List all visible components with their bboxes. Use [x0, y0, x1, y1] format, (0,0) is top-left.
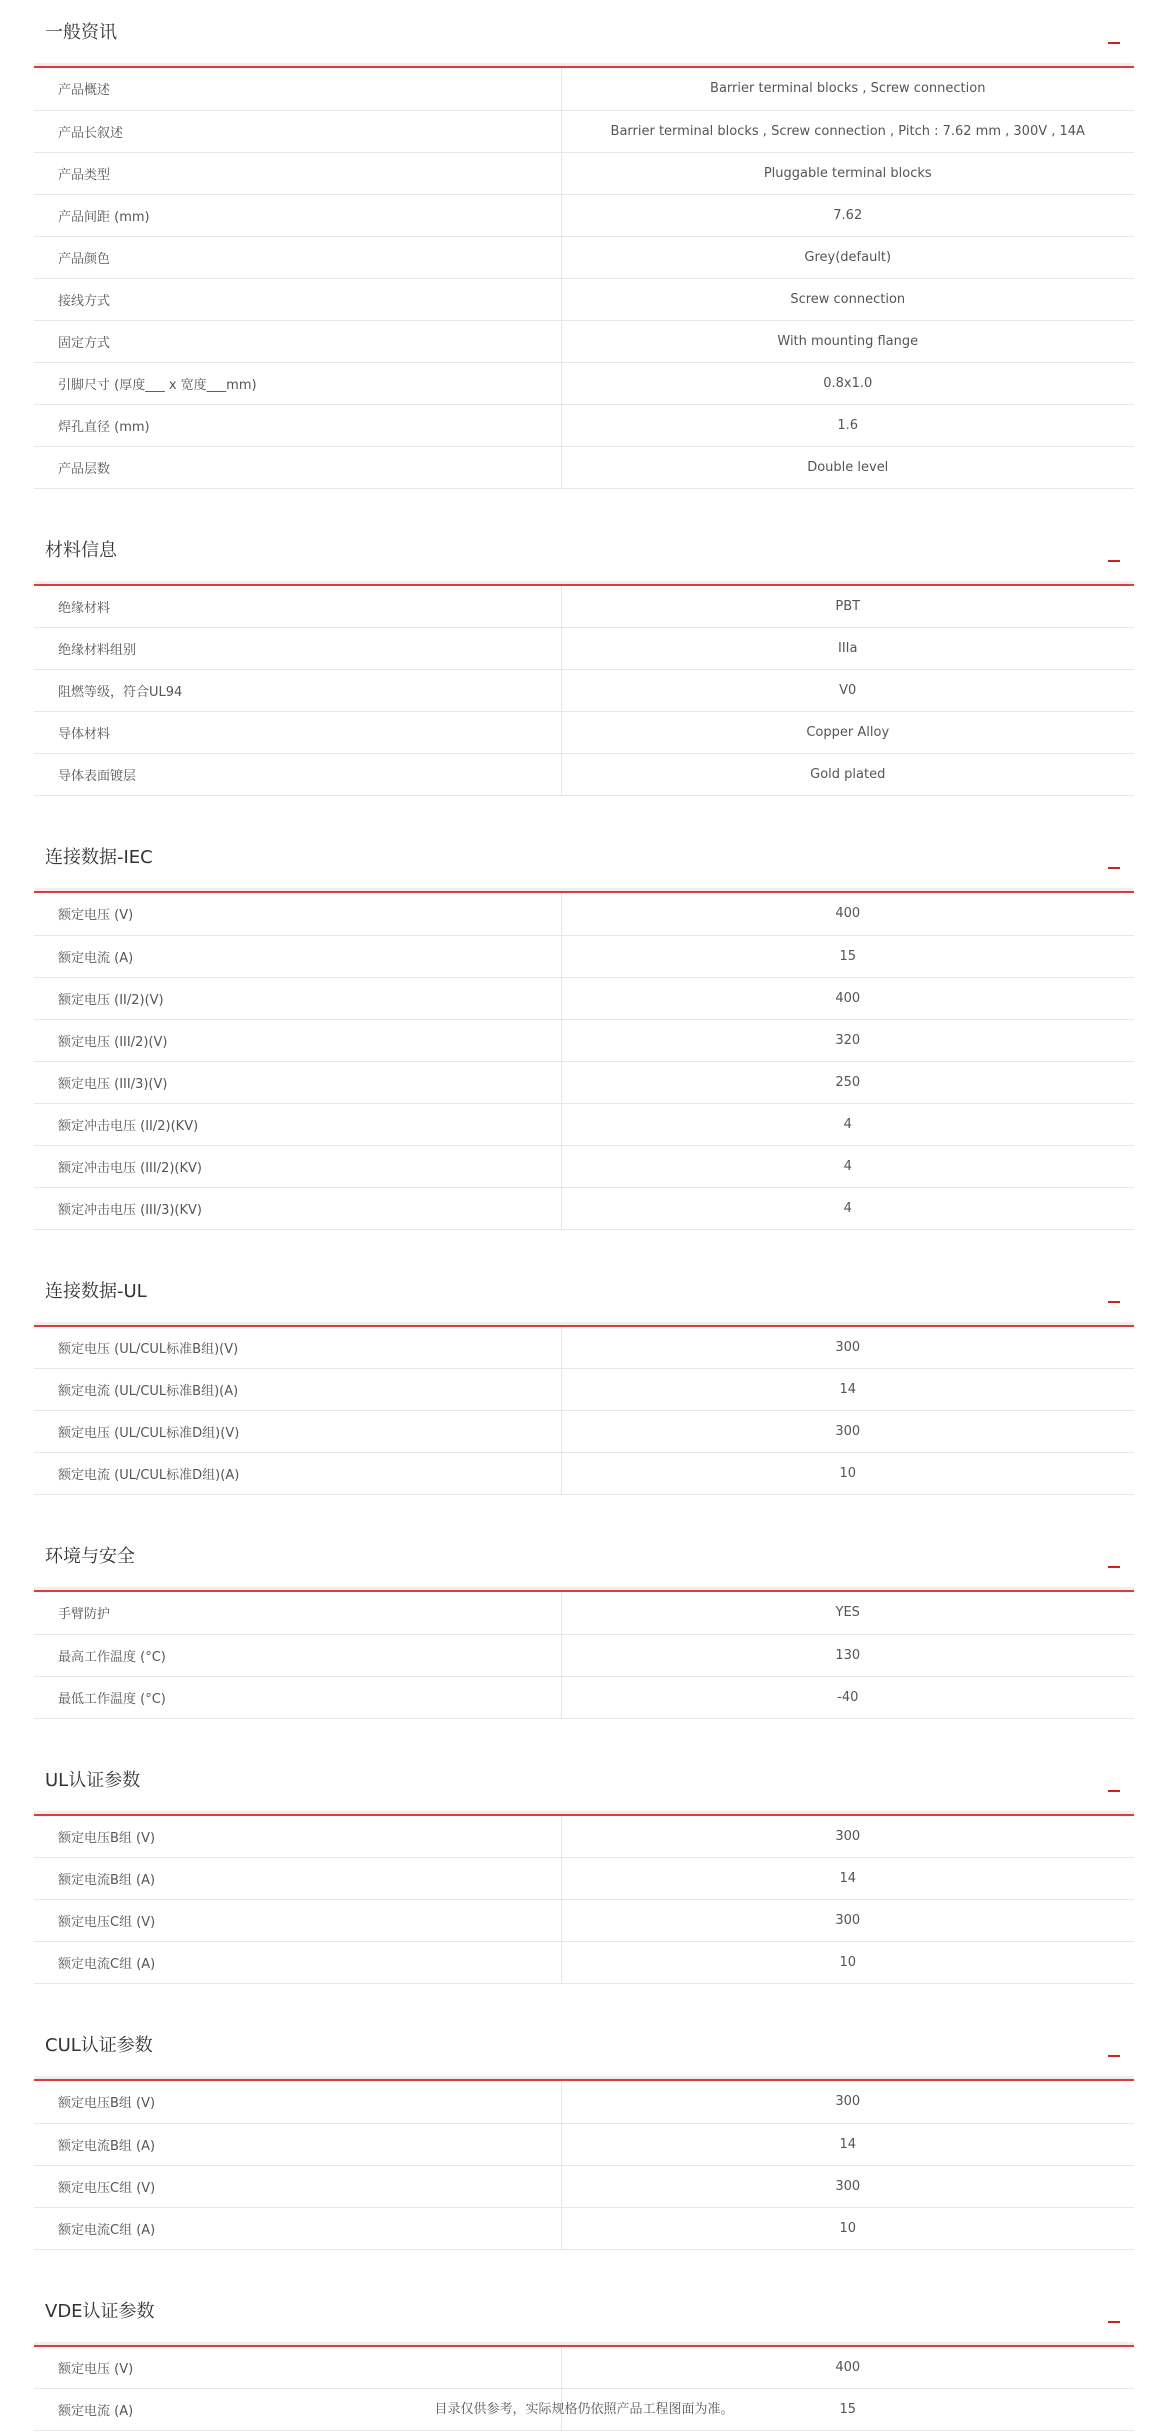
section-spacer	[34, 796, 1134, 825]
spec-value: 300	[835, 2178, 861, 2194]
spec-label: 产品类型	[34, 152, 561, 194]
spec-value: 300	[835, 2094, 861, 2110]
spec-label: 产品概述	[34, 68, 561, 110]
spec-label: 额定电压 (V)	[34, 2347, 561, 2389]
section-spacer	[34, 1230, 1134, 1259]
table-row	[34, 712, 1134, 754]
spec-label: 额定电压B组 (V)	[34, 1816, 561, 1858]
spec-label: 额定冲击电压 (II/2)(KV)	[34, 1103, 561, 1145]
spec-value: 4	[843, 1200, 852, 1216]
spec-table	[34, 1327, 1134, 1496]
table-row	[34, 1019, 1134, 1061]
section-general-info	[34, 0, 1134, 518]
collapse-icon[interactable]	[1108, 1550, 1122, 1568]
section-header[interactable]	[34, 825, 1134, 888]
collapse-icon[interactable]	[1108, 851, 1122, 869]
collapse-icon[interactable]	[1108, 544, 1122, 562]
spec-label: 额定电流 (UL/CUL标准B组)(A)	[34, 1369, 561, 1411]
spec-label: 额定电压 (II/2)(V)	[34, 977, 561, 1019]
spec-value: 14	[839, 1871, 857, 1886]
spec-value: 250	[835, 1074, 861, 1090]
table-row	[34, 935, 1134, 977]
table-row	[34, 446, 1134, 488]
spec-label: 绝缘材料组别	[34, 628, 561, 670]
table-row	[34, 110, 1134, 152]
spec-label: 接线方式	[34, 278, 561, 320]
spec-value: With mounting flange	[777, 333, 919, 349]
table-row	[34, 2207, 1134, 2249]
spec-value: 10	[839, 2220, 857, 2236]
section-header[interactable]	[34, 518, 1134, 581]
collapse-icon[interactable]	[1108, 1285, 1122, 1303]
section-ul-cert	[34, 1748, 1134, 2014]
spec-label: 手臂防护	[34, 1592, 561, 1634]
spec-value: Copper Alloy	[806, 725, 890, 740]
spec-label: 额定电流 (UL/CUL标准D组)(A)	[34, 1453, 561, 1495]
spec-value: Double level	[807, 459, 889, 475]
spec-table	[34, 1592, 1134, 1719]
section-environment-safety	[34, 1524, 1134, 1748]
spec-label: 产品颜色	[34, 236, 561, 278]
spec-value: 4	[843, 1116, 852, 1132]
section-title: CUL认证参数	[45, 2035, 153, 2056]
section-header[interactable]	[34, 2013, 1134, 2076]
section-spacer	[34, 2250, 1134, 2279]
spec-label: 导体材料	[34, 712, 561, 754]
spec-label: 额定电压B组 (V)	[34, 2081, 561, 2123]
spec-value: V0	[839, 683, 857, 698]
section-connection-iec	[34, 825, 1134, 1259]
spec-value: 320	[835, 1032, 861, 1048]
spec-label: 额定电压C组 (V)	[34, 2165, 561, 2207]
table-row	[34, 1634, 1134, 1676]
spec-label: 额定电压 (UL/CUL标准D组)(V)	[34, 1411, 561, 1453]
spec-label: 额定电流C组 (A)	[34, 2207, 561, 2249]
spec-value: 300	[835, 1913, 861, 1928]
section-cul-cert	[34, 2013, 1134, 2279]
spec-label: 绝缘材料	[34, 586, 561, 628]
spec-value: 15	[839, 2402, 857, 2417]
spec-label: 导体表面镀层	[34, 754, 561, 796]
spec-label: 产品长叙述	[34, 110, 561, 152]
spec-value: 10	[839, 1466, 857, 1481]
spec-label: 额定电压 (III/3)(V)	[34, 1061, 561, 1103]
spec-table	[34, 2081, 1134, 2250]
table-row	[34, 628, 1134, 670]
spec-content	[34, 0, 1134, 2431]
table-row	[34, 236, 1134, 278]
spec-value: -40	[837, 1689, 859, 1705]
spec-value: 14	[839, 2136, 857, 2152]
table-row	[34, 1858, 1134, 1900]
spec-label: 额定电流B组 (A)	[34, 2123, 561, 2165]
spec-label: 焊孔直径 (mm)	[34, 404, 561, 446]
table-row	[34, 320, 1134, 362]
section-title: 材料信息	[45, 539, 117, 561]
spec-value: Barrier terminal blocks , Screw connection , Pitch : 7.62 mm , 300V , 14A	[610, 123, 1085, 139]
spec-label: 额定电流B组 (A)	[34, 1858, 561, 1900]
table-row	[34, 754, 1134, 796]
spec-label: 阻燃等级，符合UL94	[34, 670, 561, 712]
table-row	[34, 362, 1134, 404]
table-row	[34, 404, 1134, 446]
table-row	[34, 586, 1134, 628]
section-material-info	[34, 518, 1134, 826]
spec-value: 15	[839, 948, 857, 964]
section-header[interactable]	[34, 1259, 1134, 1322]
section-title: 一般资讯	[45, 22, 117, 43]
spec-label: 额定冲击电压 (III/2)(KV)	[34, 1145, 561, 1187]
spec-value: 7.62	[833, 207, 863, 223]
section-spacer	[34, 1495, 1134, 1524]
table-row	[34, 1187, 1134, 1229]
spec-label: 固定方式	[34, 320, 561, 362]
spec-label: 产品层数	[34, 446, 561, 488]
spec-value: 300	[835, 1828, 861, 1844]
table-row	[34, 1816, 1134, 1858]
spec-value: 400	[835, 906, 861, 922]
spec-label: 额定电流 (A)	[34, 935, 561, 977]
table-row	[34, 1327, 1134, 1369]
footer-disclaimer: 目录仅供参考，实际规格仍依照产品工程图面为准。	[434, 2402, 734, 2417]
collapse-icon[interactable]	[1108, 26, 1122, 44]
spec-value: Screw connection	[790, 291, 906, 307]
spec-label: 额定冲击电压 (III/3)(KV)	[34, 1187, 561, 1229]
spec-value: 300	[835, 1424, 861, 1439]
table-row	[34, 194, 1134, 236]
section-header[interactable]	[34, 2279, 1134, 2342]
spec-value: 1.6	[837, 417, 859, 433]
spec-value: 10	[839, 1955, 857, 1970]
table-row	[34, 1369, 1134, 1411]
spec-value: Pluggable terminal blocks	[763, 165, 932, 181]
collapse-icon[interactable]	[1108, 1774, 1122, 1792]
spec-value: IIIa	[838, 641, 858, 656]
collapse-icon[interactable]	[1108, 2039, 1122, 2057]
spec-value: 0.8x1.0	[823, 375, 873, 391]
table-row	[34, 1676, 1134, 1718]
section-header[interactable]	[34, 1748, 1134, 1811]
spec-label: 最低工作温度 (°C)	[34, 1676, 561, 1718]
table-row	[34, 2081, 1134, 2123]
section-title: 连接数据-UL	[45, 1280, 147, 1302]
spec-value: 400	[835, 2359, 861, 2375]
table-row	[34, 278, 1134, 320]
spec-value: Gold plated	[810, 767, 886, 782]
section-title: 连接数据-IEC	[45, 847, 153, 868]
spec-label: 额定电压 (V)	[34, 893, 561, 935]
table-row	[34, 1103, 1134, 1145]
spec-label: 额定电压 (UL/CUL标准B组)(V)	[34, 1327, 561, 1369]
spec-value: 130	[835, 1647, 861, 1663]
section-header[interactable]	[34, 1524, 1134, 1587]
spec-value: 14	[839, 1382, 857, 1397]
spec-label: 最高工作温度 (°C)	[34, 1634, 561, 1676]
spec-value: Grey(default)	[804, 249, 892, 265]
section-title: 环境与安全	[45, 1546, 135, 1567]
table-row	[34, 1411, 1134, 1453]
table-row	[34, 2347, 1134, 2389]
spec-value: 4	[843, 1158, 852, 1174]
table-row	[34, 2123, 1134, 2165]
table-row	[34, 977, 1134, 1019]
spec-label: 额定电流C组 (A)	[34, 1942, 561, 1984]
spec-table	[34, 1816, 1134, 1985]
section-title: VDE认证参数	[45, 2300, 155, 2322]
table-row	[34, 1453, 1134, 1495]
spec-label: 额定电压 (III/2)(V)	[34, 1019, 561, 1061]
spec-label: 额定电流 (A)	[34, 2389, 561, 2431]
spec-value: Barrier terminal blocks , Screw connection	[710, 81, 986, 97]
spec-label: 额定电压C组 (V)	[34, 1900, 561, 1942]
spec-table	[34, 893, 1134, 1230]
spec-table	[34, 68, 1134, 489]
table-row	[34, 670, 1134, 712]
section-spacer	[34, 1719, 1134, 1748]
section-spacer	[34, 1984, 1134, 2013]
collapse-icon[interactable]	[1108, 2305, 1122, 2323]
spec-value: PBT	[835, 598, 861, 614]
table-row	[34, 152, 1134, 194]
table-row	[34, 1942, 1134, 1984]
table-row	[34, 893, 1134, 935]
spec-value: YES	[835, 1605, 860, 1621]
spec-label: 引脚尺寸 (厚度___ x 宽度___mm)	[34, 362, 561, 404]
table-row	[34, 1145, 1134, 1187]
table-row	[34, 1061, 1134, 1103]
spec-label: 产品间距 (mm)	[34, 194, 561, 236]
spec-table	[34, 586, 1134, 797]
spec-table	[34, 2347, 1134, 2432]
section-spacer	[34, 489, 1134, 518]
table-row	[34, 1900, 1134, 1942]
table-row	[34, 68, 1134, 110]
section-title: UL认证参数	[45, 1769, 141, 1791]
spec-value: 300	[835, 1339, 861, 1355]
section-connection-ul	[34, 1259, 1134, 1525]
spec-value: 400	[835, 990, 861, 1006]
table-row	[34, 1592, 1134, 1634]
section-header[interactable]	[34, 0, 1134, 63]
table-row	[34, 2165, 1134, 2207]
